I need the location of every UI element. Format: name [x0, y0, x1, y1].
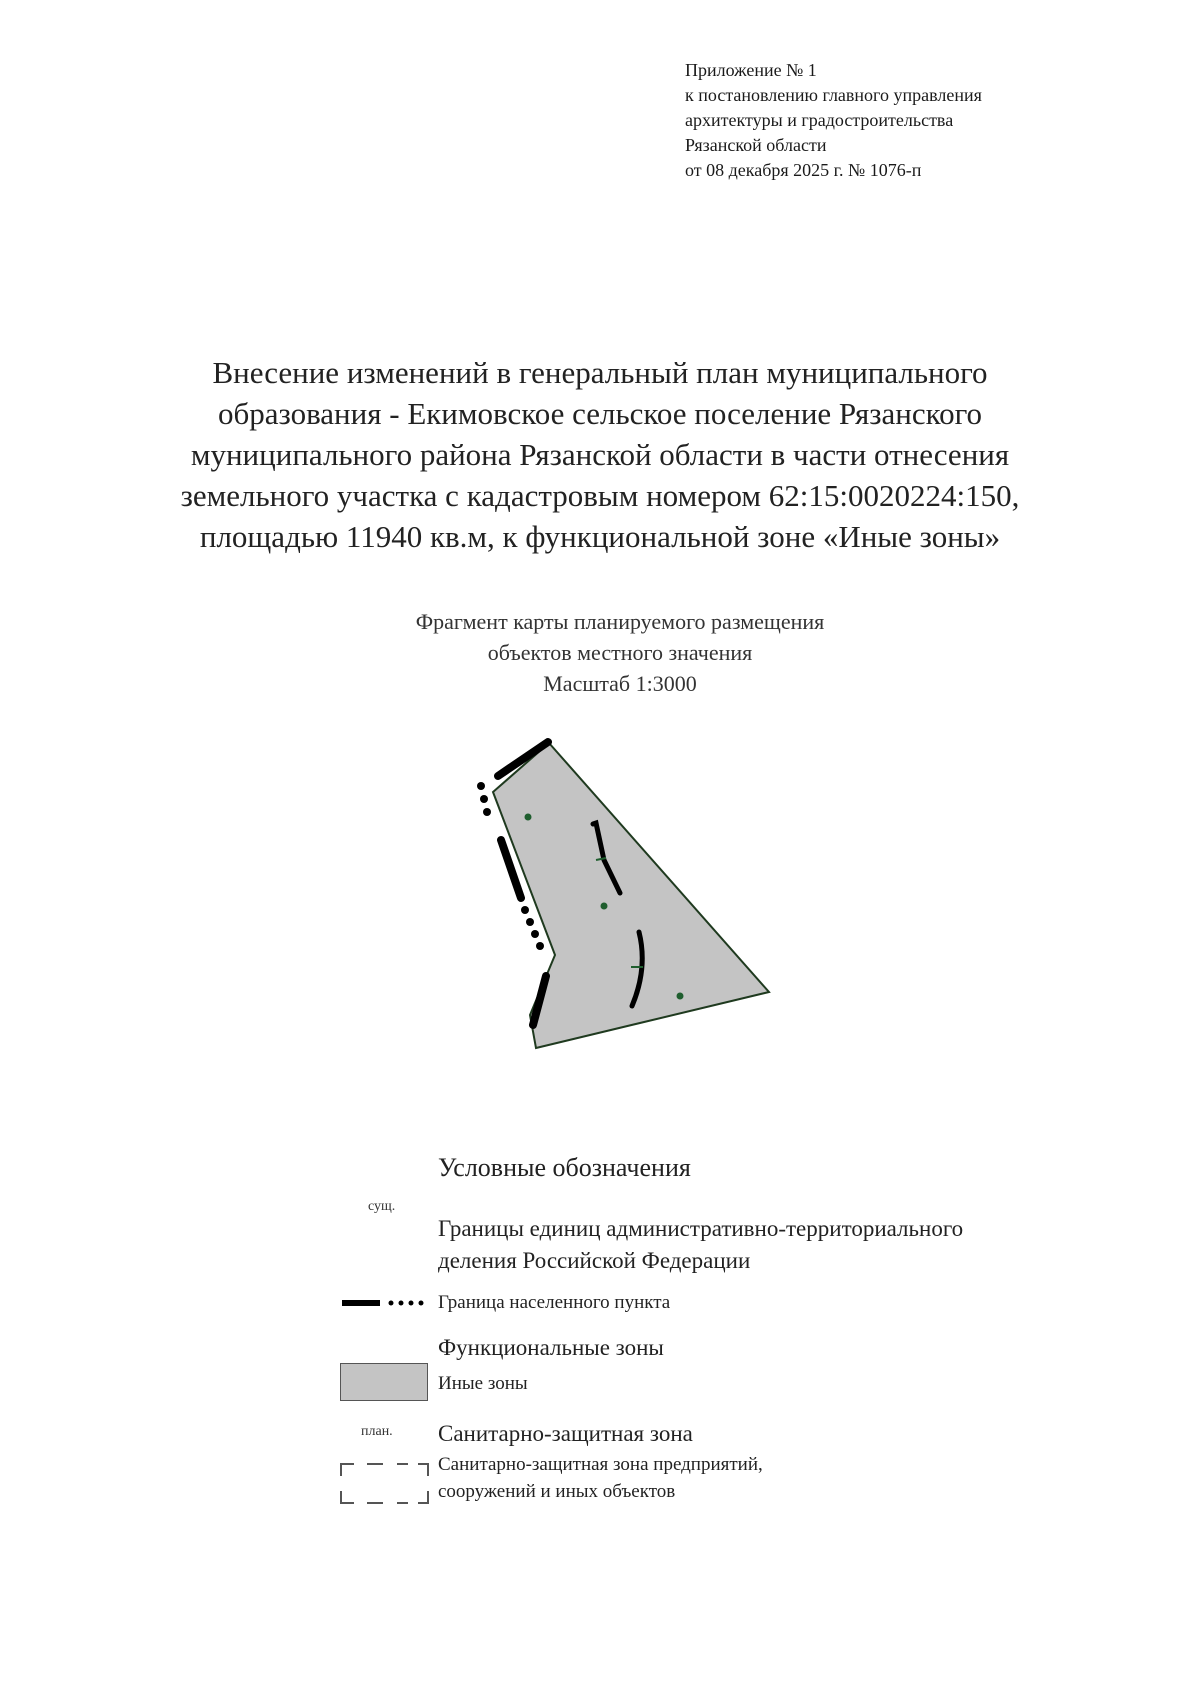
bracket-corner [341, 1464, 354, 1476]
appendix-line: Приложение № 1 [685, 60, 817, 80]
appendix-line: от 08 декабря 2025 г. № 1076-п [685, 160, 922, 180]
map-caption-line: Фрагмент карты планируемого размещения [415, 609, 825, 634]
legend-sanitary-symbol [341, 1464, 428, 1503]
legend-settlement-symbol [342, 1301, 424, 1306]
legend-dot [419, 1301, 424, 1306]
boundary-dot [477, 782, 485, 790]
point-marker [525, 814, 532, 821]
title-line: муниципального района Рязанской области в части отнесения [190, 437, 1010, 472]
bracket-corner [418, 1464, 428, 1476]
map-scale: Масштаб 1:3000 [543, 671, 697, 696]
legend-admin-tag: сущ. [368, 1199, 396, 1214]
title-line: образования - Екимовское сельское поселение Рязанского [217, 396, 983, 431]
appendix-line: архитектуры и градостроительства [685, 110, 954, 130]
legend-sanitary-line: сооружений и иных объектов [438, 1481, 676, 1502]
boundary-dot [526, 918, 534, 926]
legend-sanitary-heading: Санитарно-защитная зона [438, 1421, 693, 1446]
legend-dot [389, 1301, 394, 1306]
legend-functional-zones-heading: Функциональные зоны [438, 1335, 664, 1360]
point-marker [601, 903, 608, 910]
legend-sanitary-line: Санитарно-защитная зона предприятий, [438, 1454, 763, 1475]
boundary-dot [480, 795, 488, 803]
title-line: площадью 11940 кв.м, к функциональной зоне «Иные зоны» [199, 519, 1001, 554]
title-line: Внесение изменений в генеральный план муниципального [212, 355, 988, 390]
bracket-corner [418, 1491, 428, 1503]
legend-admin-line: деления Российской Федерации [438, 1248, 751, 1273]
boundary-dot [531, 930, 539, 938]
appendix-line: Рязанской области [685, 135, 827, 155]
legend-settlement-boundary: Граница населенного пункта [438, 1292, 671, 1313]
bracket-corner [341, 1491, 354, 1503]
boundary-dot [521, 906, 529, 914]
legend-admin-line: Границы единиц административно-территориального [438, 1216, 964, 1241]
legend-dot [399, 1301, 404, 1306]
legend-title: Условные обозначения [438, 1153, 691, 1182]
title-line: земельного участка с кадастровым номером 62:15:0020224:150, [180, 478, 1020, 513]
appendix-line: к постановлению главного управления [685, 85, 982, 105]
legend-other-zones-swatch [340, 1363, 428, 1401]
map-caption-line: объектов местного значения [487, 640, 753, 665]
legend-other-zones: Иные зоны [438, 1373, 528, 1394]
legend-sanitary-tag: план. [361, 1424, 393, 1439]
boundary-dot [536, 942, 544, 950]
legend-dot [409, 1301, 414, 1306]
point-marker [677, 993, 684, 1000]
boundary-dot [483, 808, 491, 816]
